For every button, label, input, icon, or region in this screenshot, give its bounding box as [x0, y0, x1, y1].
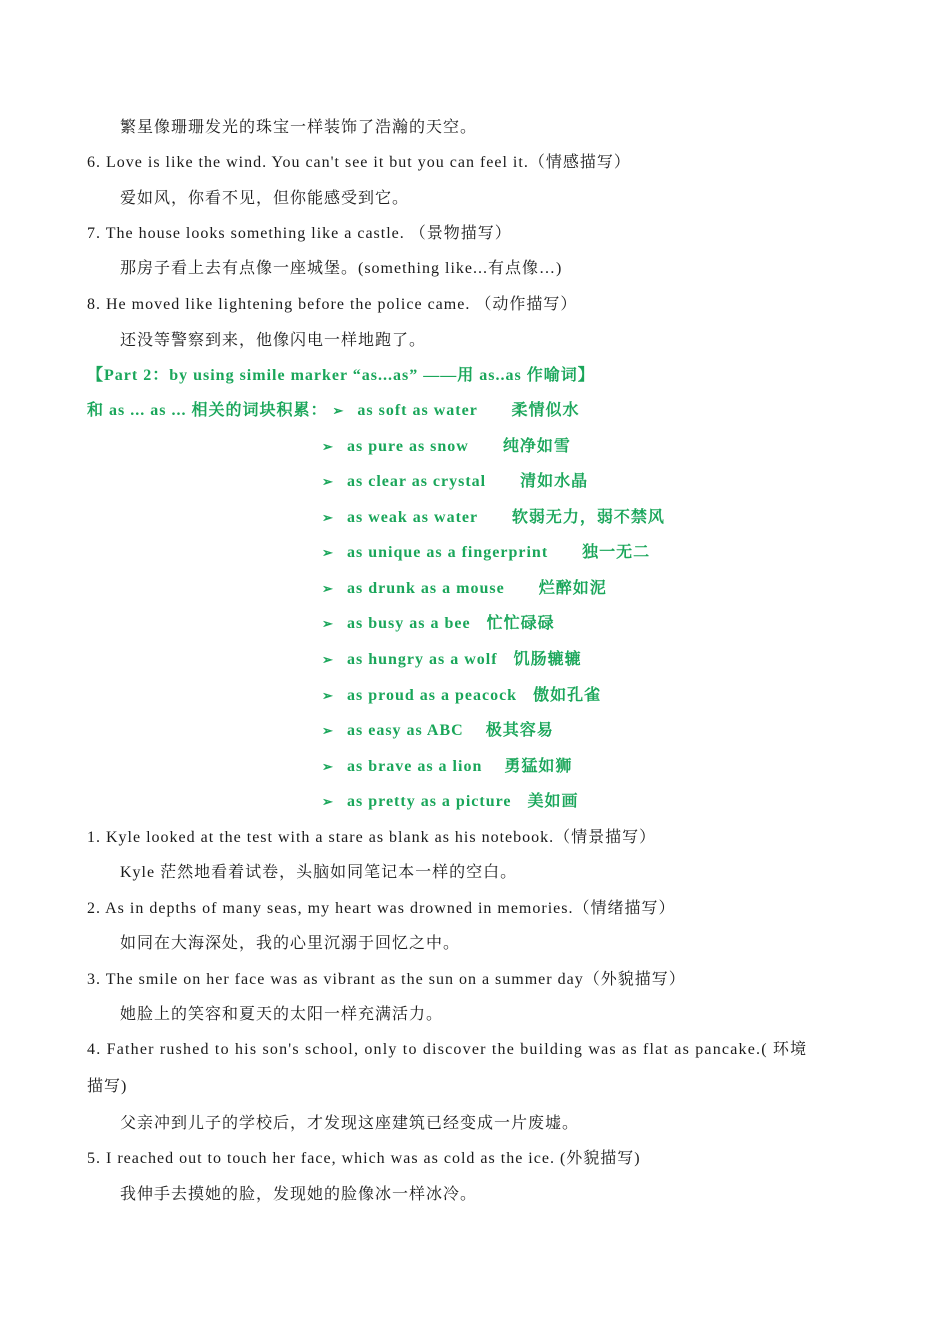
example-sentence-5: 5. I reached out to touch her face, which was as cold as the ice. (外貌描写) [87, 1150, 641, 1167]
phrase-intro-row [87, 401, 580, 421]
phrase-en: as drunk as a mouse [347, 580, 505, 597]
phrase-en: as weak as water [347, 509, 478, 526]
bullet-arrow-icon: ➢ [322, 794, 334, 809]
phrase-zh: 饥肠辘辘 [513, 651, 582, 668]
example-sentence-4-cont: 描写) [87, 1078, 128, 1095]
phrase-item [322, 472, 588, 492]
phrase-item [322, 686, 601, 706]
phrase-item [322, 437, 571, 457]
phrase-zh: 美如画 [527, 793, 579, 810]
phrase-item [322, 792, 579, 812]
bullet-arrow-icon: ➢ [322, 723, 334, 738]
translation-line: 爱如风，你看不见，但你能感受到它。 [120, 190, 410, 207]
phrase-item [322, 650, 582, 670]
phrase-item [322, 614, 555, 634]
phrase-zh: 软弱无力，弱不禁风 [511, 509, 665, 526]
phrase-en: as pure as snow [347, 438, 469, 455]
bullet-arrow-icon: ➢ [322, 474, 334, 489]
phrase-zh: 傲如孔雀 [533, 687, 602, 704]
translation-line: 还没等警察到来，他像闪电一样地跑了。 [120, 332, 427, 349]
phrase-zh: 忙忙碌碌 [486, 615, 555, 632]
phrase-en: as busy as a bee [347, 615, 471, 632]
example-sentence-7: 7. The house looks something like a castle. （景物描写） [87, 225, 512, 242]
bullet-arrow-icon: ➢ [322, 439, 334, 454]
phrase-zh: 独一无二 [582, 544, 651, 561]
example-sentence-2: 2. As in depths of many seas, my heart was drowned in memories.（情绪描写） [87, 900, 676, 917]
translation-line: 繁星像珊珊发光的珠宝一样装饰了浩瀚的天空。 [120, 119, 478, 136]
bullet-arrow-icon: ➢ [322, 759, 334, 774]
translation-line: 她脸上的笑容和夏天的太阳一样充满活力。 [120, 1006, 444, 1023]
bullet-arrow-icon: ➢ [322, 688, 334, 703]
translation-line: 那房子看上去有点像一座城堡。(something like...有点像…) [120, 260, 563, 277]
example-sentence-4: 4. Father rushed to his son's school, only to discover the building was as flat as pancake.( 环境 [87, 1041, 808, 1058]
phrase-en: as soft as water [357, 402, 478, 419]
phrase-en: as proud as a peacock [347, 687, 518, 704]
example-sentence-1: 1. Kyle looked at the test with a stare as blank as his notebook.（情景描写） [87, 829, 657, 846]
phrase-en: as clear as crystal [347, 473, 487, 490]
example-sentence-3: 3. The smile on her face was as vibrant as the sun on a summer day（外貌描写） [87, 971, 686, 988]
phrase-en: as pretty as a picture [347, 793, 512, 810]
phrase-en: as brave as a lion [347, 758, 483, 775]
translation-line: 如同在大海深处，我的心里沉溺于回忆之中。 [120, 935, 461, 952]
phrase-en: as unique as a fingerprint [347, 544, 549, 561]
phrase-item [322, 543, 650, 563]
phrase-zh: 勇猛如狮 [504, 758, 573, 775]
bullet-arrow-icon: ➢ [332, 403, 345, 418]
phrase-zh: 纯净如雪 [502, 438, 571, 455]
translation-line: 我伸手去摸她的脸，发现她的脸像冰一样冰冷。 [120, 1186, 478, 1203]
phrase-item [322, 508, 665, 528]
example-sentence-6: 6. Love is like the wind. You can't see it but you can feel it.（情感描写） [87, 154, 631, 171]
bullet-arrow-icon: ➢ [322, 510, 334, 525]
phrase-zh: 极其容易 [485, 722, 554, 739]
bullet-arrow-icon: ➢ [322, 545, 334, 560]
phrase-zh: 柔情似水 [511, 402, 580, 419]
bullet-arrow-icon: ➢ [322, 581, 334, 596]
bullet-arrow-icon: ➢ [322, 652, 334, 667]
phrase-zh: 烂醉如泥 [538, 580, 607, 597]
phrase-item [322, 579, 607, 599]
bullet-arrow-icon: ➢ [322, 616, 334, 631]
translation-line: Kyle 茫然地看着试卷，头脑如同笔记本一样的空白。 [120, 864, 518, 881]
example-sentence-8: 8. He moved like lightening before the police came. （动作描写） [87, 296, 578, 313]
phrase-en: as easy as ABC [347, 722, 464, 739]
phrase-item [322, 721, 554, 741]
translation-line: 父亲冲到儿子的学校后，才发现这座建筑已经变成一片废墟。 [120, 1115, 580, 1132]
phrase-en: as hungry as a wolf [347, 651, 498, 668]
part2-heading: 【Part 2：by using simile marker “as...as” ——用 as..as 作喻词】 [87, 367, 595, 384]
phrase-zh: 清如水晶 [520, 473, 589, 490]
phrase-intro-label: 和 as ... as ... 相关的词块积累： [87, 402, 328, 419]
phrase-item [322, 757, 572, 777]
